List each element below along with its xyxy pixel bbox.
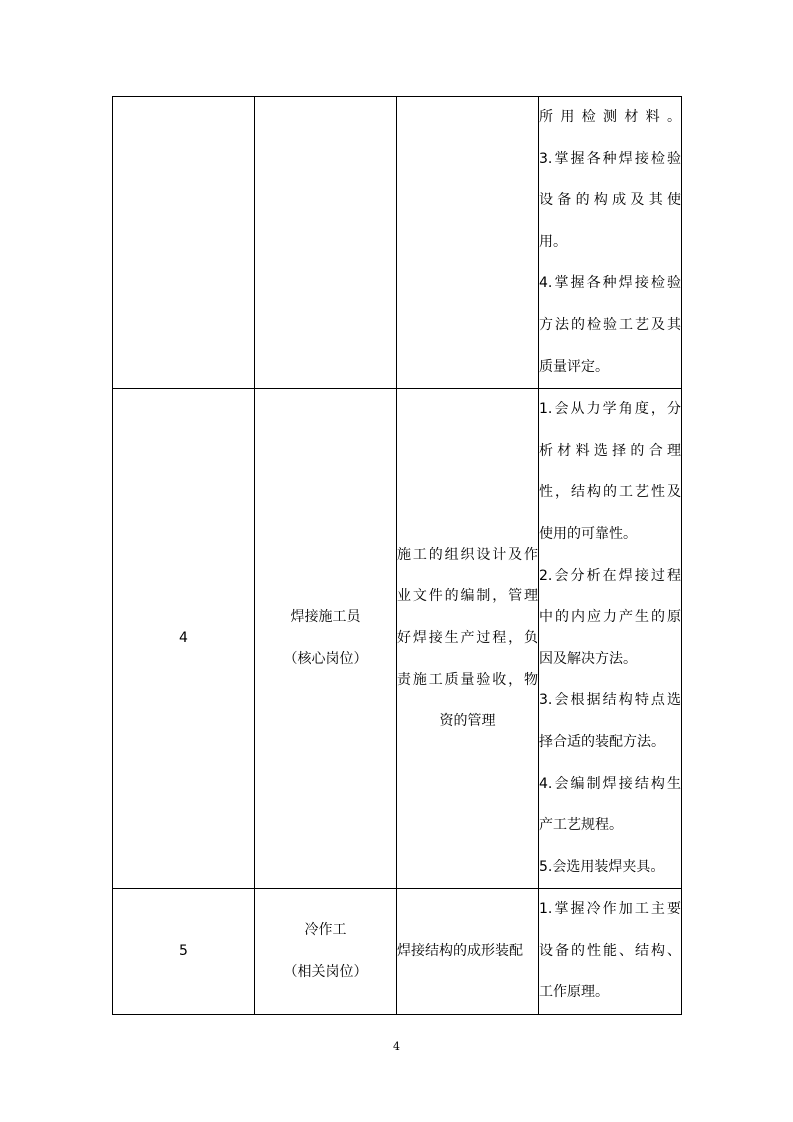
- duty-line: 好焊接生产过程，负: [397, 629, 538, 646]
- cell-position: [255, 97, 397, 389]
- requirement-line: 中的内应力产生的原: [539, 609, 681, 626]
- requirement-line: 质量评定。: [539, 358, 609, 375]
- cell-duty: [397, 889, 539, 1015]
- requirement-line: 3.掌握各种焊接检验: [539, 150, 681, 167]
- requirement-line: 5.会选用装焊夹具。: [539, 858, 665, 875]
- duty-line: 业文件的编制，管理: [397, 588, 538, 605]
- position-title: 冷作工: [304, 922, 347, 939]
- requirement-line: 设备的性能、结构、: [539, 942, 681, 959]
- requirement-line: 因及解决方法。: [539, 650, 637, 667]
- requirement-line: 设备的构成及其使: [539, 192, 681, 209]
- cell-position: [255, 389, 397, 889]
- job-requirements-table: [112, 96, 682, 1015]
- table-row: [113, 389, 682, 889]
- requirement-line: 1.掌握冷作加工主要: [539, 901, 681, 918]
- cell-number: [113, 889, 255, 1015]
- requirement-line: 性，结构的工艺性及: [539, 484, 681, 501]
- requirement-line: 工作原理。: [539, 984, 609, 1001]
- cell-requirements: [539, 889, 682, 1015]
- duty-line: 施工的组织设计及作: [397, 546, 538, 563]
- duty-line: 责施工质量验收，物: [397, 671, 538, 688]
- row-number: 5: [179, 942, 188, 959]
- requirement-line: 1.会从力学角度，分: [539, 401, 681, 418]
- duty-line: 资的管理: [439, 713, 496, 730]
- requirement-line: 析材料选择的合理: [539, 442, 681, 459]
- position-title: 焊接施工员: [290, 609, 361, 626]
- position-category: （核心岗位）: [283, 650, 368, 667]
- requirement-line: 用。: [539, 233, 567, 250]
- cell-requirements: [539, 97, 682, 389]
- requirement-line: 产工艺规程。: [539, 817, 623, 834]
- cell-position: [255, 889, 397, 1015]
- table-row: [113, 97, 682, 389]
- cell-requirements: [539, 389, 682, 889]
- duty-line: 焊接结构的成形装配: [397, 942, 523, 959]
- cell-number: [113, 97, 255, 389]
- requirement-line: 方法的检验工艺及其: [539, 316, 681, 333]
- table-row: [113, 889, 682, 1015]
- position-category: （相关岗位）: [283, 963, 368, 980]
- requirement-line: 3.会根据结构特点选: [539, 692, 681, 709]
- requirement-line: 使用的可靠性。: [539, 525, 637, 542]
- row-number: 4: [179, 629, 188, 646]
- requirement-line: 4.掌握各种焊接检验: [539, 275, 681, 292]
- requirement-line: 择合适的装配方法。: [539, 733, 665, 750]
- requirement-line: 所用检测材料。: [539, 109, 681, 125]
- cell-duty: [397, 97, 539, 389]
- requirement-line: 4.会编制焊接结构生: [539, 775, 681, 792]
- page-number: 4: [393, 1040, 400, 1053]
- cell-duty: [397, 389, 539, 889]
- requirement-line: 2.会分析在焊接过程: [539, 567, 681, 584]
- cell-number: [113, 389, 255, 889]
